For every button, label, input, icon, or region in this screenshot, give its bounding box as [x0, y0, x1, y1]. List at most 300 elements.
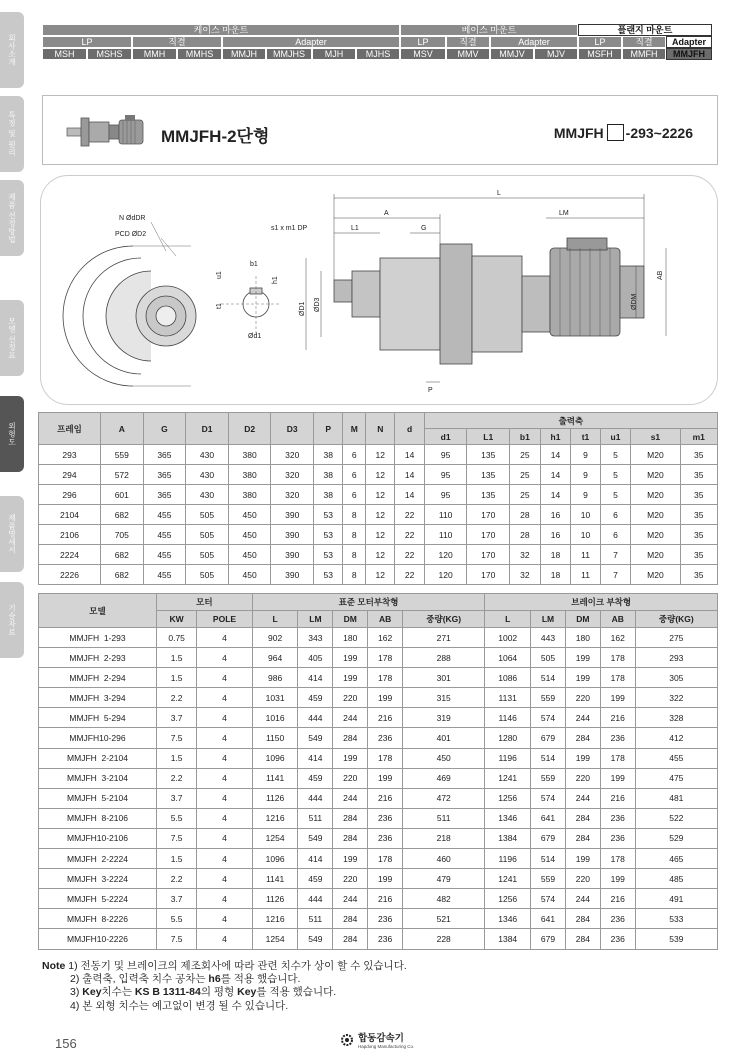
table-cell: 220	[565, 869, 600, 889]
table-cell: 559	[531, 688, 566, 708]
table-cell: 18	[540, 545, 571, 565]
table-cell: 236	[368, 808, 403, 828]
model-row	[39, 849, 718, 869]
table-cell: 4	[197, 808, 252, 828]
table-cell: 1150	[252, 728, 298, 748]
table-cell: 16	[540, 525, 571, 545]
company-logo	[340, 1030, 414, 1049]
table-cell: 365	[143, 485, 186, 505]
frame-row	[39, 545, 718, 565]
table-cell: 4	[197, 828, 252, 848]
table-cell: 4	[197, 648, 252, 668]
table-cell: 53	[314, 525, 343, 545]
table-cell: 455	[143, 545, 186, 565]
label-h1: h1	[272, 276, 279, 284]
side-tab-dimensions[interactable]	[0, 396, 24, 472]
table-cell: MMJFH10-2106	[39, 828, 157, 848]
table-cell: 320	[271, 445, 314, 465]
table-cell: 12	[366, 505, 395, 525]
label-D1: ØD1	[299, 301, 306, 316]
col-header: P	[314, 413, 343, 445]
table-cell: 284	[565, 728, 600, 748]
table-cell: 284	[565, 808, 600, 828]
col-header: L	[485, 611, 531, 628]
table-cell: 1216	[252, 808, 298, 828]
table-cell: 178	[368, 849, 403, 869]
table-cell: 315	[403, 688, 485, 708]
col-header: DM	[333, 611, 368, 628]
selector-cell[interactable]: MJH	[312, 48, 356, 60]
table-cell: 2.2	[157, 768, 197, 788]
table-cell: 293	[635, 648, 717, 668]
model-row	[39, 889, 718, 909]
selector-cell[interactable]: MMV	[446, 48, 490, 60]
table-cell: 199	[333, 849, 368, 869]
table-cell: 4	[197, 748, 252, 768]
selector-adapter-active[interactable]: Adapter	[666, 36, 712, 48]
table-cell: 6	[343, 445, 366, 465]
company-name-en: Hapdong Manufacturing Co.	[358, 1044, 415, 1049]
table-cell: 236	[600, 828, 635, 848]
table-cell: 3.7	[157, 788, 197, 808]
table-cell: 236	[368, 909, 403, 929]
table-cell: 4	[197, 688, 252, 708]
selector-cell[interactable]: MSHS	[87, 48, 132, 60]
table-cell: 216	[368, 889, 403, 909]
table-cell: 460	[403, 849, 485, 869]
table-cell: M20	[631, 445, 680, 465]
label-A: A	[384, 210, 389, 217]
table-cell: 2226	[39, 565, 101, 585]
table-cell: MMJFH 2-2104	[39, 748, 157, 768]
model-row	[39, 929, 718, 949]
table-cell: 430	[186, 445, 229, 465]
col-header: LM	[531, 611, 566, 628]
table-cell: 11	[571, 565, 600, 585]
table-cell: 244	[333, 788, 368, 808]
table-cell: MMJFH 5-2224	[39, 889, 157, 909]
table-cell: 162	[368, 628, 403, 648]
table-cell: 284	[333, 929, 368, 949]
table-cell: 559	[531, 869, 566, 889]
table-cell: 178	[368, 668, 403, 688]
table-cell: 220	[333, 768, 368, 788]
table-cell: 162	[600, 628, 635, 648]
col-header: L1	[467, 429, 510, 445]
selector-cell[interactable]: MSFH	[578, 48, 622, 60]
table-cell: 455	[143, 565, 186, 585]
table-cell: 472	[403, 788, 485, 808]
model-row	[39, 708, 718, 728]
table-cell: 10	[571, 525, 600, 545]
frame-row	[39, 445, 718, 465]
table-cell: 902	[252, 628, 298, 648]
table-cell: 284	[333, 909, 368, 929]
table-cell: 1141	[252, 768, 298, 788]
table-cell: 14	[540, 445, 571, 465]
table-cell: 5.5	[157, 909, 197, 929]
label-AB: AB	[657, 270, 664, 280]
model-row	[39, 869, 718, 889]
selector-base-mount[interactable]: 베이스 마운트	[400, 24, 578, 36]
label-D3: ØD3	[314, 297, 321, 312]
frame-row	[39, 505, 718, 525]
table-cell: 22	[395, 565, 424, 585]
table-cell: 135	[467, 465, 510, 485]
table-cell: 4	[197, 728, 252, 748]
table-cell: 365	[143, 465, 186, 485]
table-cell: 199	[333, 648, 368, 668]
table-cell: 1254	[252, 828, 298, 848]
table-cell: 1002	[485, 628, 531, 648]
table-cell: 178	[368, 748, 403, 768]
table-cell: 35	[680, 525, 717, 545]
col-header: D2	[228, 413, 271, 445]
table-cell: 380	[228, 465, 271, 485]
table-cell: M20	[631, 465, 680, 485]
table-cell: 9	[571, 485, 600, 505]
selector-cell[interactable]: MJHS	[356, 48, 400, 60]
table-cell: 444	[298, 889, 333, 909]
table-cell: 4	[197, 869, 252, 889]
table-cell: 7.5	[157, 728, 197, 748]
table-cell: 469	[403, 768, 485, 788]
model-row	[39, 728, 718, 748]
table-cell: 220	[565, 768, 600, 788]
table-cell: M20	[631, 505, 680, 525]
selector-cell[interactable]: MMJV	[490, 48, 534, 60]
table-cell: 170	[467, 565, 510, 585]
selector-cell[interactable]: Adapter	[222, 36, 400, 48]
selector-cell[interactable]: MSH	[42, 48, 87, 60]
table-cell: 514	[531, 748, 566, 768]
table-cell: 35	[680, 465, 717, 485]
table-cell: 430	[186, 465, 229, 485]
table-cell: 14	[395, 465, 424, 485]
table-cell: 505	[186, 525, 229, 545]
table-cell: 601	[101, 485, 144, 505]
table-cell: MMJFH 2-293	[39, 648, 157, 668]
table-cell: M20	[631, 565, 680, 585]
col-header-brake: 브레이크 부착형	[485, 594, 718, 611]
table-cell: 38	[314, 485, 343, 505]
table-cell: 12	[366, 465, 395, 485]
col-header: G	[143, 413, 186, 445]
table-cell: 95	[424, 445, 467, 465]
table-cell: 559	[531, 768, 566, 788]
table-cell: 390	[271, 525, 314, 545]
table-cell: 301	[403, 668, 485, 688]
table-cell: 236	[600, 909, 635, 929]
table-cell: 1346	[485, 909, 531, 929]
table-cell: 401	[403, 728, 485, 748]
table-cell: 511	[298, 909, 333, 929]
table-cell: 964	[252, 648, 298, 668]
table-cell: 293	[39, 445, 101, 465]
table-cell: 539	[635, 929, 717, 949]
table-cell: MMJFH 3-294	[39, 688, 157, 708]
table-cell: 170	[467, 545, 510, 565]
table-cell: MMJFH 8-2106	[39, 808, 157, 828]
table-cell: 120	[424, 565, 467, 585]
label-P: P	[428, 387, 433, 394]
table-cell: 390	[271, 565, 314, 585]
side-tab-selection[interactable]	[0, 180, 24, 256]
table-cell: 4	[197, 929, 252, 949]
table-cell: 9	[571, 445, 600, 465]
selector-cell[interactable]: MMFH	[622, 48, 666, 60]
selector-cell[interactable]: Adapter	[490, 36, 578, 48]
side-tab-specs[interactable]	[0, 496, 24, 572]
selector-cell[interactable]: 직결	[132, 36, 222, 48]
table-cell: 14	[540, 465, 571, 485]
table-cell: 199	[565, 668, 600, 688]
table-cell: 178	[368, 648, 403, 668]
table-cell: 549	[298, 929, 333, 949]
table-cell: 12	[366, 485, 395, 505]
selector-mmjfh-active[interactable]: MMJFH	[666, 48, 712, 60]
selector-cell[interactable]: MSV	[400, 48, 446, 60]
model-row	[39, 788, 718, 808]
table-cell: 218	[403, 828, 485, 848]
table-cell: 199	[368, 688, 403, 708]
table-cell: 482	[403, 889, 485, 909]
label-u1: u1	[216, 271, 223, 279]
table-cell: 1126	[252, 788, 298, 808]
table-cell: 178	[600, 849, 635, 869]
table-cell: 199	[333, 668, 368, 688]
table-cell: 275	[635, 628, 717, 648]
table-cell: 180	[565, 628, 600, 648]
table-cell: 22	[395, 545, 424, 565]
model-spec-table	[38, 593, 718, 950]
selector-cell[interactable]: 직결	[622, 36, 666, 48]
selector-cell[interactable]: MMHS	[177, 48, 222, 60]
note-3-bold: Key	[237, 986, 257, 999]
table-cell: 288	[403, 648, 485, 668]
table-cell: 38	[314, 445, 343, 465]
note-2-bold: h6	[208, 973, 221, 986]
table-cell: 390	[271, 545, 314, 565]
table-cell: 549	[298, 728, 333, 748]
table-cell: 491	[635, 889, 717, 909]
table-cell: 53	[314, 505, 343, 525]
table-cell: MMJFH 5-294	[39, 708, 157, 728]
table-cell: MMJFH 2-2224	[39, 849, 157, 869]
table-cell: 1096	[252, 849, 298, 869]
table-cell: 459	[298, 768, 333, 788]
note-3-bold: KS B 1311-84	[134, 986, 201, 999]
table-cell: 14	[395, 485, 424, 505]
table-cell: 414	[298, 668, 333, 688]
col-header-standard: 표준 모터부착형	[252, 594, 485, 611]
selector-cell[interactable]: LP	[42, 36, 132, 48]
label-G: G	[421, 225, 427, 232]
table-cell: 705	[101, 525, 144, 545]
table-cell: 2.2	[157, 869, 197, 889]
side-tab-label: 제품명세서	[7, 514, 17, 554]
label-LM: LM	[559, 210, 569, 217]
table-cell: MMJFH 3-2104	[39, 768, 157, 788]
side-tab-label: 외형도	[7, 422, 17, 446]
table-cell: 8	[343, 505, 366, 525]
col-header-motor: 모터	[157, 594, 253, 611]
selector-cell[interactable]: MMJHS	[266, 48, 312, 60]
table-cell: 459	[298, 688, 333, 708]
side-tab-label: 제품 선정방법	[7, 192, 17, 244]
table-cell: 3.7	[157, 708, 197, 728]
technical-drawing	[40, 175, 718, 405]
table-cell: 6	[343, 485, 366, 505]
table-cell: 178	[600, 748, 635, 768]
col-header: 중량(KG)	[635, 611, 717, 628]
table-cell: 505	[186, 565, 229, 585]
table-cell: 1254	[252, 929, 298, 949]
table-cell: 216	[600, 708, 635, 728]
table-cell: 35	[680, 445, 717, 465]
table-cell: 5	[600, 465, 631, 485]
table-cell: 430	[186, 485, 229, 505]
table-cell: 6	[600, 525, 631, 545]
gearbox-side-view	[334, 238, 644, 364]
col-header: M	[343, 413, 366, 445]
table-cell: 572	[101, 465, 144, 485]
table-cell: 2224	[39, 545, 101, 565]
table-cell: 505	[531, 648, 566, 668]
table-cell: M20	[631, 545, 680, 565]
table-cell: 180	[333, 628, 368, 648]
selector-cell[interactable]: 직결	[446, 36, 490, 48]
table-cell: 450	[228, 565, 271, 585]
selector-cell[interactable]: MJV	[534, 48, 578, 60]
table-cell: MMJFH 2-294	[39, 668, 157, 688]
table-cell: MMJFH10-2226	[39, 929, 157, 949]
frame-table-body	[39, 445, 718, 585]
table-cell: MMJFH 3-2224	[39, 869, 157, 889]
table-cell: 53	[314, 565, 343, 585]
table-cell: 220	[565, 688, 600, 708]
side-tab-label: 모델 선정표	[7, 316, 17, 360]
table-cell: 4	[197, 668, 252, 688]
label-b1: b1	[250, 261, 258, 268]
table-cell: 1016	[252, 708, 298, 728]
table-cell: 28	[510, 505, 541, 525]
table-cell: 284	[333, 728, 368, 748]
table-cell: 284	[333, 828, 368, 848]
table-cell: 244	[565, 788, 600, 808]
table-cell: 320	[271, 485, 314, 505]
table-cell: 511	[298, 808, 333, 828]
note-3-text: 의 평형	[200, 986, 238, 999]
table-cell: 365	[143, 445, 186, 465]
table-cell: 414	[298, 748, 333, 768]
col-header: u1	[600, 429, 631, 445]
note-3-text: 를 적용 했습니다.	[256, 986, 337, 999]
selector-cell[interactable]: MMJH	[222, 48, 266, 60]
side-tab-company[interactable]	[0, 12, 24, 88]
table-cell: 244	[333, 889, 368, 909]
table-cell: 1346	[485, 808, 531, 828]
table-cell: 479	[403, 869, 485, 889]
table-cell: 199	[600, 768, 635, 788]
side-tab-tech-data[interactable]	[0, 582, 24, 658]
table-cell: 11	[571, 545, 600, 565]
col-header: 중량(KG)	[403, 611, 485, 628]
table-cell: 6	[600, 505, 631, 525]
table-cell: 12	[366, 545, 395, 565]
table-cell: 574	[531, 788, 566, 808]
table-cell: 296	[39, 485, 101, 505]
table-cell: 1196	[485, 748, 531, 768]
table-cell: 38	[314, 465, 343, 485]
table-cell: 236	[368, 828, 403, 848]
selector-cell[interactable]: LP	[578, 36, 622, 48]
selector-flange-mount[interactable]: 플랜지 마운트	[578, 24, 712, 36]
table-cell: 10	[571, 505, 600, 525]
table-cell: 1256	[485, 788, 531, 808]
table-cell: 5	[600, 485, 631, 505]
table-cell: 1096	[252, 748, 298, 768]
table-cell: 236	[368, 728, 403, 748]
table-cell: M20	[631, 525, 680, 545]
table-cell: 178	[600, 648, 635, 668]
mount-type-selector	[42, 24, 712, 60]
table-cell: 1126	[252, 889, 298, 909]
table-cell: 12	[366, 445, 395, 465]
table-cell: 522	[635, 808, 717, 828]
table-cell: 2106	[39, 525, 101, 545]
table-cell: 244	[565, 708, 600, 728]
table-cell: 216	[600, 788, 635, 808]
table-cell: 380	[228, 485, 271, 505]
table-cell: 12	[366, 565, 395, 585]
table-cell: 8	[343, 545, 366, 565]
table-cell: 682	[101, 505, 144, 525]
label-DM: ØDM	[631, 293, 638, 310]
note-3-bold: Key	[82, 986, 102, 999]
table-cell: 135	[467, 445, 510, 465]
side-tab-features[interactable]	[0, 96, 24, 172]
col-header: AB	[600, 611, 635, 628]
table-cell: 199	[368, 869, 403, 889]
table-cell: 1216	[252, 909, 298, 929]
selector-case-mount[interactable]: 케이스 마운트	[42, 24, 400, 36]
table-cell: 1131	[485, 688, 531, 708]
selector-cell[interactable]: LP	[400, 36, 446, 48]
table-cell: 4	[197, 628, 252, 648]
table-cell: 1384	[485, 828, 531, 848]
table-cell: 216	[600, 889, 635, 909]
table-cell: 236	[600, 728, 635, 748]
table-cell: 4	[197, 909, 252, 929]
table-cell: 216	[368, 788, 403, 808]
frame-row	[39, 525, 718, 545]
table-cell: 199	[333, 748, 368, 768]
table-cell: 459	[298, 869, 333, 889]
table-cell: 414	[298, 849, 333, 869]
table-cell: 8	[343, 525, 366, 545]
selector-cell[interactable]: MMH	[132, 48, 177, 60]
table-cell: 244	[565, 889, 600, 909]
table-cell: 110	[424, 505, 467, 525]
col-header: t1	[571, 429, 600, 445]
page-title: MMJFH-2단형	[161, 127, 270, 146]
side-tab-model-table[interactable]	[0, 300, 24, 376]
col-header: s1	[631, 429, 680, 445]
label-s1m1: s1 x m1 DP	[271, 225, 308, 232]
table-cell: 284	[333, 808, 368, 828]
table-cell: 9	[571, 465, 600, 485]
